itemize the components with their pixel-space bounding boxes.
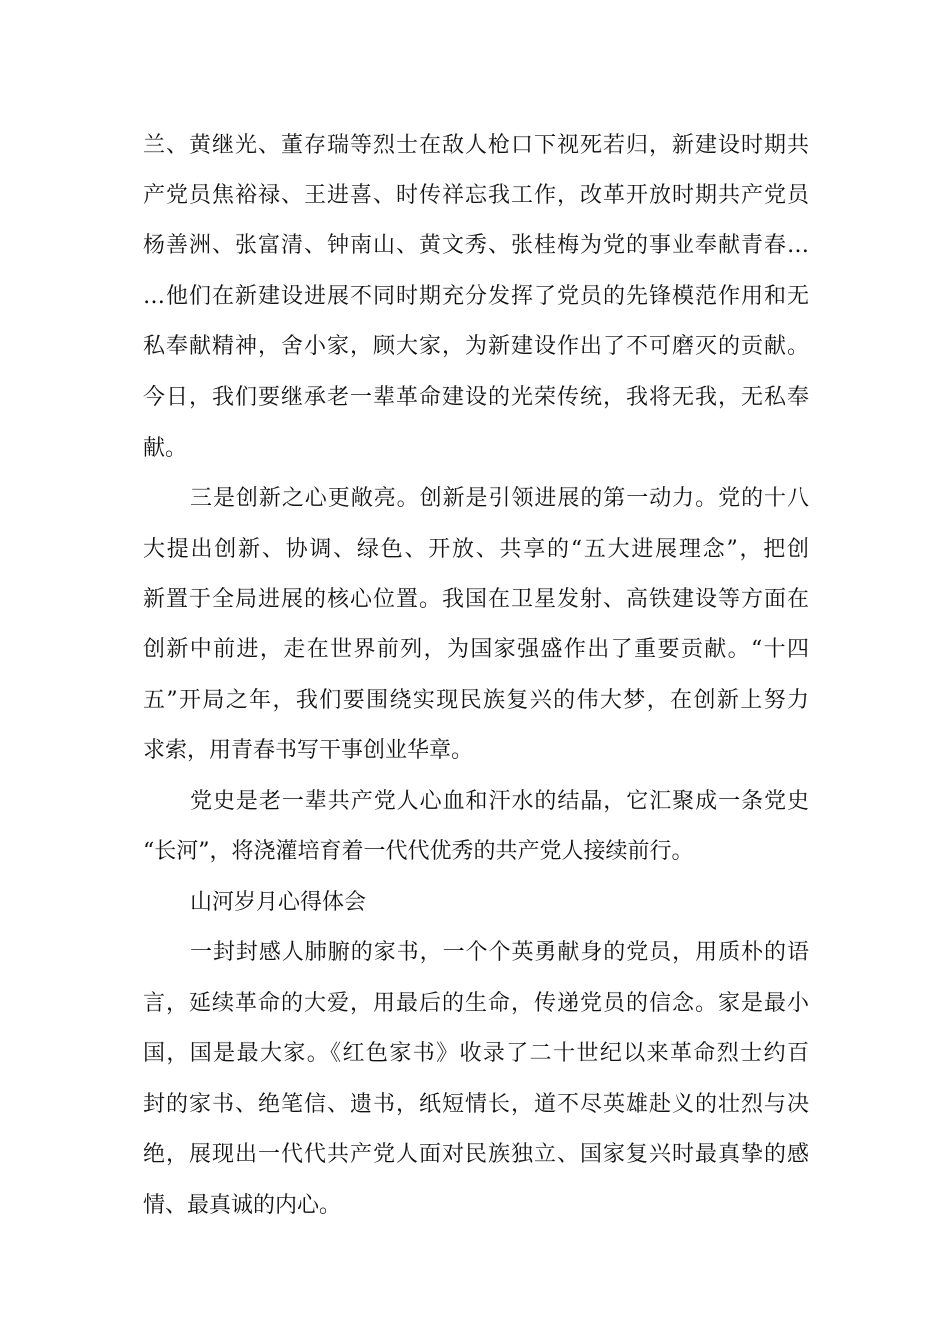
- text-line: 兰、黄继光、董存瑞等烈士在敌人枪口下视死若归，新建设时期共: [143, 133, 809, 158]
- text-line: 五”开局之年，我们要围绕实现民族复兴的伟大梦，在创新上努力: [143, 688, 809, 713]
- paragraph-first-line: 一封封感人肺腑的家书，一个个英勇献身的党员，用质朴的语: [190, 940, 809, 965]
- text-line: 献。: [143, 436, 188, 461]
- section-heading: 山河岁月心得体会: [190, 890, 367, 915]
- text-line: 今日，我们要继承老一辈革命建设的光荣传统，我将无我，无私奉: [143, 385, 809, 410]
- paragraph-first-line: 三是创新之心更敞亮。创新是引领进展的第一动力。党的十八: [190, 486, 809, 511]
- text-line: 私奉献精神，舍小家，顾大家，为新建设作出了不可磨灭的贡献。: [143, 334, 809, 359]
- text-line: 言，延续革命的大爱，用最后的生命，传递党员的信念。家是最小: [143, 991, 809, 1016]
- text-line: 绝，展现出一代代共产党人面对民族独立、国家复兴时最真挚的感: [143, 1142, 809, 1167]
- text-line: …他们在新建设进展不同时期充分发挥了党员的先锋模范作用和无: [143, 284, 809, 309]
- text-line: 情、最真诚的内心。: [143, 1193, 342, 1218]
- text-line: 杨善洲、张富清、钟南山、黄文秀、张桂梅为党的事业奉献青春…: [143, 233, 809, 258]
- text-line: 产党员焦裕禄、王进喜、时传祥忘我工作，改革开放时期共产党员: [143, 183, 809, 208]
- paragraph-first-line: 党史是老一辈共产党人心血和汗水的结晶，它汇聚成一条党史: [190, 789, 809, 814]
- text-line: 国，国是最大家。《红色家书》收录了二十世纪以来革命烈士约百: [143, 1041, 809, 1066]
- text-line: “长河”，将浇灌培育着一代代优秀的共产党人接续前行。: [143, 839, 694, 864]
- text-line: 新置于全局进展的核心位置。我国在卫星发射、高铁建设等方面在: [143, 587, 809, 612]
- text-line: 求索，用青春书写干事创业华章。: [143, 738, 474, 763]
- text-line: 创新中前进，走在世界前列，为国家强盛作出了重要贡献。“十四: [143, 637, 809, 662]
- text-line: 大提出创新、协调、绿色、开放、共享的“五大进展理念”，把创: [143, 537, 809, 562]
- text-line: 封的家书、绝笔信、遗书，纸短情长，道不尽英雄赴义的壮烈与决: [143, 1092, 809, 1117]
